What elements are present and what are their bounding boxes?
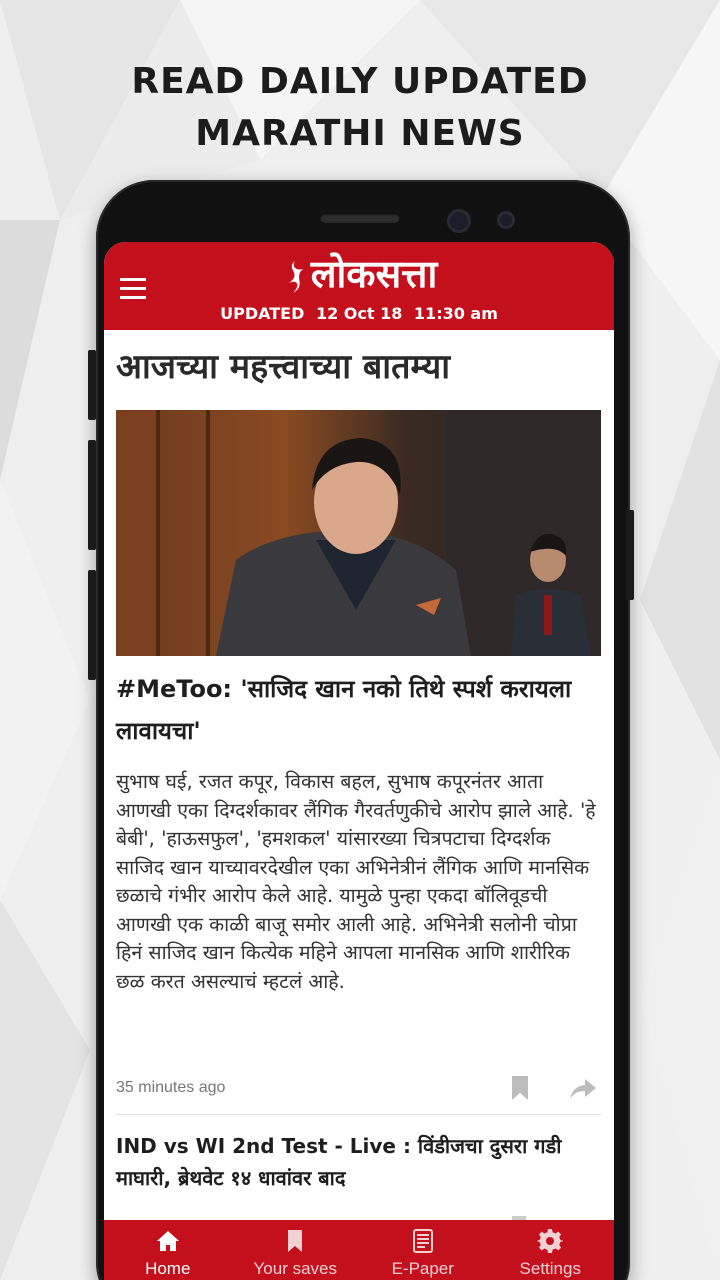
app-header [104, 242, 614, 330]
logo-flame-icon [281, 259, 307, 295]
bookmark-icon[interactable] [510, 1075, 530, 1101]
tab-your-saves[interactable] [232, 1220, 360, 1280]
article-headline[interactable]: #MeToo: 'साजिद खान नको तिथे स्पर्श करायला लावायचा' [116, 675, 572, 745]
promo-line-2: MARATHI NEWS [195, 113, 525, 154]
logo-text: लोकसत्ता [310, 252, 438, 296]
tab-settings[interactable] [487, 1220, 615, 1280]
tab-label: Your saves [253, 1259, 337, 1278]
updated-label: UPDATED [220, 304, 305, 323]
updated-timestamp [104, 302, 614, 326]
app-logo [104, 250, 614, 298]
updated-date: 12 Oct 18 [315, 304, 403, 323]
newspaper-icon [410, 1228, 436, 1254]
tab-label: Home [145, 1259, 191, 1278]
article-headline[interactable]: IND vs WI 2nd Test - Live : विंडीजचा दुसरा गडी माघारी, ब्रेथवेट १४ धावांवर बाद [116, 1134, 562, 1190]
promo-line-1: READ DAILY UPDATED [131, 61, 589, 102]
bookmark-icon [282, 1228, 308, 1254]
tab-label: E-Paper [391, 1259, 454, 1278]
phone-camera [447, 209, 471, 233]
app-screen [104, 242, 614, 1280]
phone-side-button [88, 570, 96, 680]
phone-speaker [320, 213, 400, 223]
phone-side-button [88, 440, 96, 550]
tab-home[interactable] [104, 1220, 232, 1280]
promo-caption [0, 56, 720, 160]
phone-side-button [626, 510, 634, 600]
updated-time: 11:30 am [413, 304, 498, 323]
news-feed[interactable] [104, 330, 614, 1220]
article-time: 35 minutes ago [116, 1079, 226, 1096]
home-icon [155, 1228, 181, 1254]
news-photo [116, 410, 601, 656]
article-meta [116, 1075, 601, 1105]
article-summary: सुभाष घई, रजत कपूर, विकास बहल, सुभाष कपूरनंतर आता आणखी एका दिग्दर्शकावर लैंगिक गैरवर्तणुकीचे आरोप झाले आहे. 'हे बेबी', 'हाऊसफुल', 'हमशकल' यांसारख्या चित्रपटाचा दिग्दर्शक साजिद खान याच्यावरदेखील एका अभिनेत्रीनं लैंगिक आणि मानसिक छळाचे गंभीर आरोप केले आहे. यामुळे पुन्हा एकदा बॉलिवूडची आणखी एक काळी बाजू समोर आली आहे. अभिनेत्री सलोनी चोप्रा हिनं साजिद खान कित्येक महिने आपला मानसिक आणि शारीरिक छळ करत असल्याचं म्हटलं आहे. [116, 770, 596, 993]
section-title: आजच्या महत्त्वाच्या बातम्या [116, 347, 451, 387]
gear-icon [537, 1228, 563, 1254]
tab-label: Settings [519, 1259, 581, 1278]
phone-sensor [497, 211, 515, 229]
bottom-navigation [104, 1220, 614, 1280]
phone-side-button [88, 350, 96, 420]
article-image[interactable] [116, 410, 601, 656]
article-divider [116, 1114, 601, 1115]
share-icon[interactable] [569, 1077, 597, 1101]
tab-e-paper[interactable] [359, 1220, 487, 1280]
